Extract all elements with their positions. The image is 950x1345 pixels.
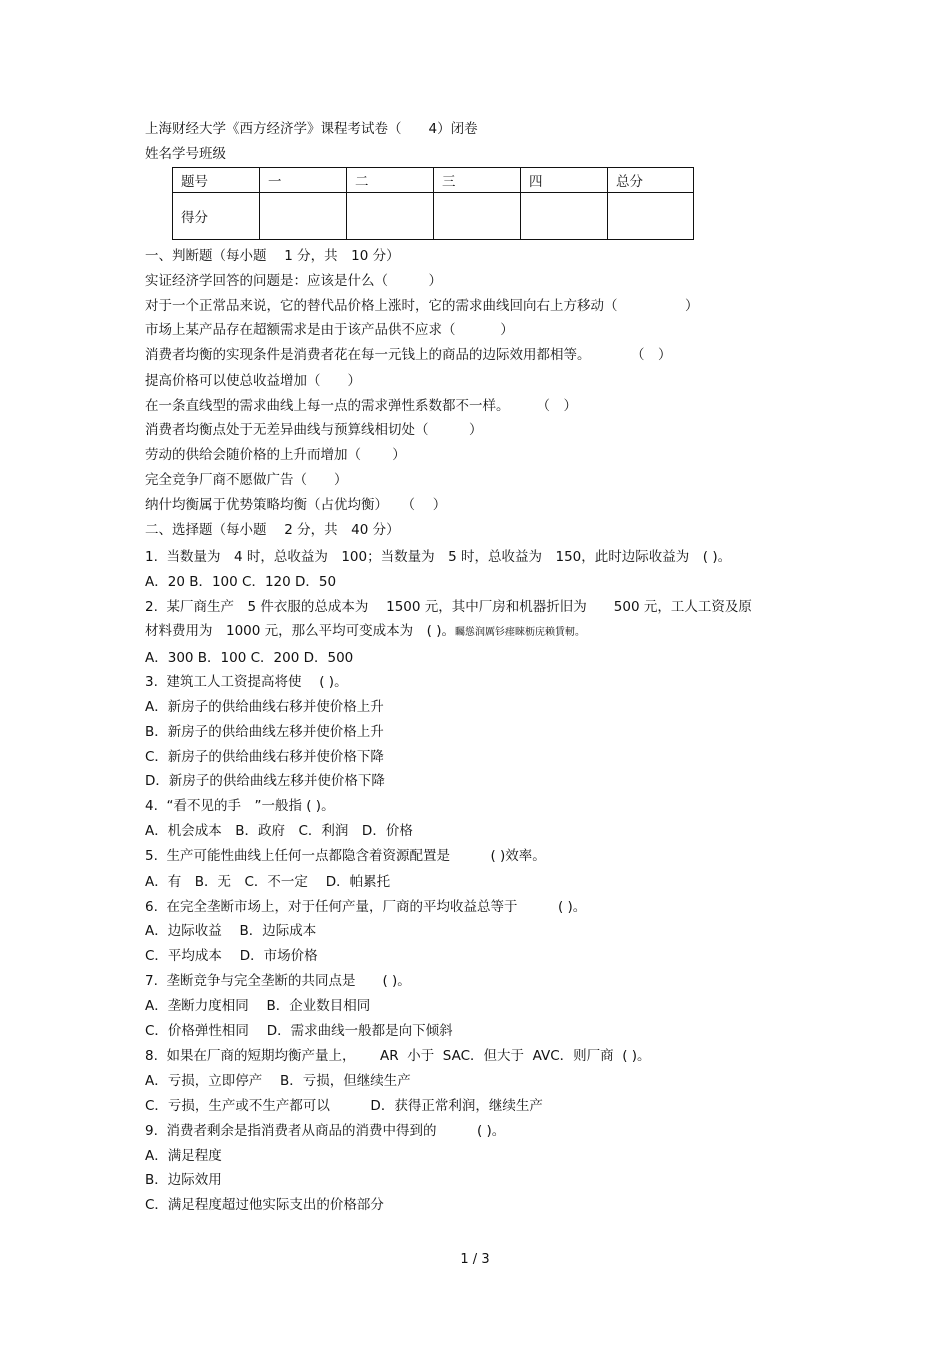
judgment-item: 完全竞争厂商不愿做广告（ ） — [145, 472, 348, 488]
score-header-cell: 题号 — [173, 168, 260, 193]
score-header-cell: 四 — [521, 168, 608, 193]
choice-line: C．平均成本 D．市场价格 — [145, 948, 318, 964]
choice-line: A．边际收益 B．边际成本 — [145, 923, 317, 939]
score-header-cell: 一 — [260, 168, 347, 193]
choice-line: 5. 生产可能性曲线上任何一点都隐含着资源配置是 ( )效率。 — [145, 848, 546, 864]
score-cell — [260, 193, 347, 240]
choice-line: 8. 如果在厂商的短期均衡产量上， AR 小于 SAC．但大于 AVC．则厂商 ( )。 — [145, 1048, 651, 1064]
score-cell — [521, 193, 608, 240]
choice-line: 9. 消费者剩余是指消费者从商品的消费中得到的 ( )。 — [145, 1123, 506, 1139]
choice-line: A．亏损，立即停产 B．亏损，但继续生产 — [145, 1073, 411, 1089]
choice-line: A．20 B．100 C．120 D．50 — [145, 574, 337, 590]
choice-line: C．新房子的供给曲线右移并使价格下降 — [145, 749, 384, 765]
student-info-line: 姓名学号班级 — [145, 146, 226, 162]
score-table — [172, 167, 694, 240]
choice-line: C．满足程度超过他实际支出的价格部分 — [145, 1197, 384, 1213]
judgment-item: 实证经济学回答的问题是：应该是什么（ ） — [145, 273, 442, 289]
choice-line: D．新房子的供给曲线左移并使价格下降 — [145, 773, 385, 789]
choice-line: 3. 建筑工人工资提高将使 ( )。 — [145, 674, 348, 690]
choice-line: A．有 B．无 C．不一定 D．帕累托 — [145, 874, 391, 890]
choice-line: A．新房子的供给曲线右移并使价格上升 — [145, 699, 384, 715]
choice-line: 2. 某厂商生产 5 件衣服的总成本为 1500 元，其中厂房和机器折旧为 500 元，工人工资及原 — [145, 599, 752, 615]
score-cell — [608, 193, 694, 240]
score-row-label: 得分 — [173, 193, 260, 240]
page-number: 1 / 3 — [460, 1252, 490, 1267]
choice-line: A．300 B．100 C．200 D．500 — [145, 650, 354, 666]
choice-line — [145, 622, 585, 640]
score-table-score-row — [173, 193, 694, 240]
judgment-item: 劳动的供给会随价格的上升而增加（ ） — [145, 447, 406, 463]
score-cell — [434, 193, 521, 240]
exam-title: 上海财经大学《西方经济学》课程考试卷（ 4）闭卷 — [145, 121, 478, 137]
score-header-cell: 二 — [347, 168, 434, 193]
choice-line: C．价格弹性相同 D．需求曲线一般都是向下倾斜 — [145, 1023, 453, 1039]
choice-line: A．垄断力度相同 B．企业数目相同 — [145, 998, 371, 1014]
judgment-item: 纳什均衡属于优势策略均衡（占优均衡） （ ） — [145, 497, 447, 513]
judgment-item: 消费者均衡点处于无差异曲线与预算线相切处（ ） — [145, 422, 483, 438]
choice-line: C．亏损，生产或不生产都可以 D．获得正常利润，继续生产 — [145, 1098, 543, 1114]
choice-line: A．满足程度 — [145, 1148, 222, 1164]
choice-line: 6. 在完全垄断市场上，对于任何产量，厂商的平均收益总等于 ( )。 — [145, 899, 587, 915]
choice-line: 4. “看不见的手 ”一般指 ( )。 — [145, 798, 335, 814]
garbled-note: 矚慫润厲钐瘗睞枥庑赖賃軔。 — [454, 627, 585, 638]
section1-heading: 一、判断题（每小题 1 分，共 10 分） — [145, 248, 400, 264]
section2-heading: 二、选择题（每小题 2 分，共 40 分） — [145, 522, 400, 538]
judgment-item: 对于一个正常品来说，它的替代品价格上涨时，它的需求曲线回向右上方移动（ ） — [145, 298, 699, 314]
choice-line: B．边际效用 — [145, 1172, 222, 1188]
judgment-item: 市场上某产品存在超额需求是由于该产品供不应求（ ） — [145, 322, 514, 338]
score-header-cell: 总分 — [608, 168, 694, 193]
choice-line-text: 材料费用为 1000 元，那么平均可变成本为 ( )。 — [145, 623, 455, 639]
choice-line: A．机会成本 B．政府 C．利润 D．价格 — [145, 823, 413, 839]
score-cell — [347, 193, 434, 240]
choice-line: 7. 垄断竞争与完全垄断的共同点是 ( )。 — [145, 973, 411, 989]
judgment-item: 在一条直线型的需求曲线上每一点的需求弹性系数都不一样。 （ ） — [145, 398, 577, 414]
score-header-cell: 三 — [434, 168, 521, 193]
judgment-item: 提高价格可以使总收益增加（ ） — [145, 373, 361, 389]
judgment-item: 消费者均衡的实现条件是消费者花在每一元钱上的商品的边际效用都相等。 （ ） — [145, 347, 672, 363]
score-table-header-row — [173, 168, 694, 193]
choice-line: 1. 当数量为 4 时，总收益为 100；当数量为 5 时，总收益为 150，此时边际收益为 ( )。 — [145, 549, 732, 565]
choice-line: B．新房子的供给曲线左移并使价格上升 — [145, 724, 384, 740]
